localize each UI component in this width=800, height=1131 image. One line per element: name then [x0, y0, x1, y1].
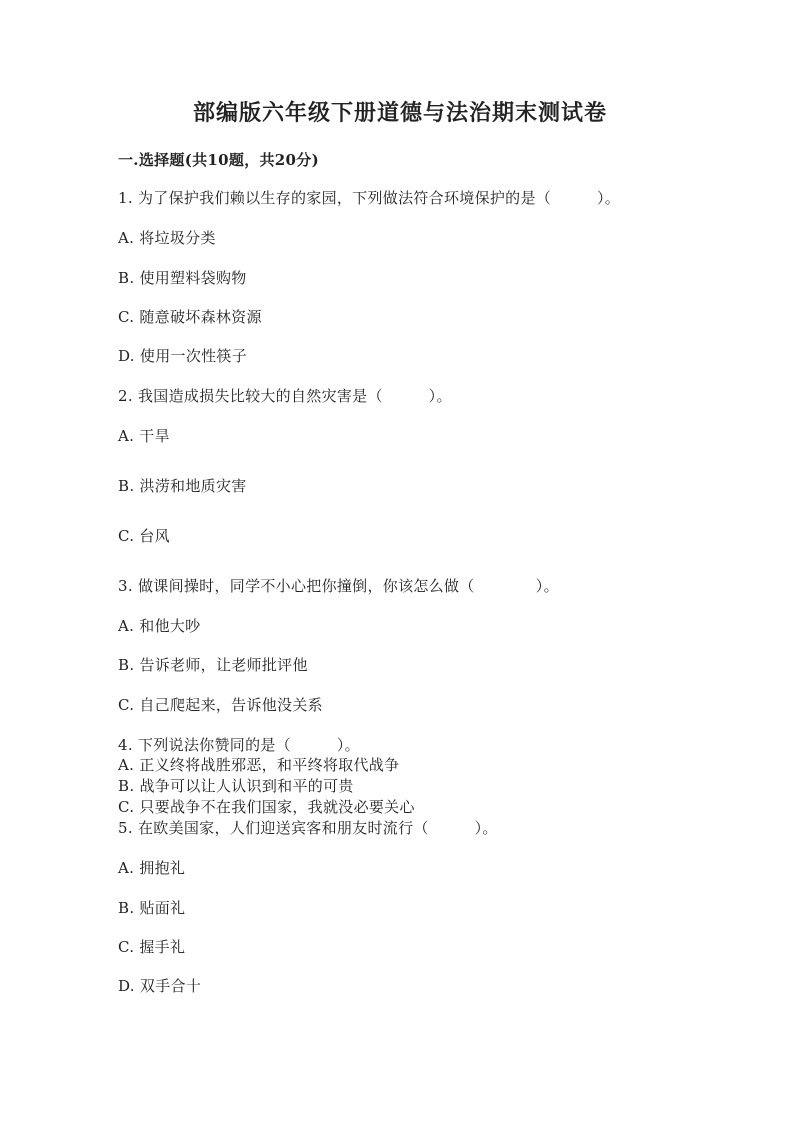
question-1-stem: 1. 为了保护我们赖以生存的家园，下列做法符合环境保护的是（ ）。 [118, 189, 621, 207]
question-5-option-c: C. 握手礼 [118, 938, 186, 956]
question-5-option-d: D. 双手合十 [118, 977, 202, 995]
question-3-option-a: A. 和他大吵 [118, 617, 201, 635]
question-4-option-b: B. 战争可以让人认识到和平的可贵 [118, 777, 354, 795]
question-1-option-a: A. 将垃圾分类 [118, 229, 216, 247]
question-3-stem: 3. 做课间操时，同学不小心把你撞倒，你该怎么做（ ）。 [118, 577, 559, 595]
question-2-option-b: B. 洪涝和地质灾害 [118, 477, 247, 495]
question-4-option-a: A. 正义终将战胜邪恶，和平终将取代战争 [118, 756, 400, 774]
question-5-stem: 5. 在欧美国家，人们迎送宾客和朋友时流行（ ）。 [118, 819, 498, 837]
question-4-stem: 4. 下列说法你赞同的是（ ）。 [118, 736, 360, 754]
question-3-option-b: B. 告诉老师，让老师批评他 [118, 656, 308, 674]
question-1-option-d: D. 使用一次性筷子 [118, 347, 248, 365]
question-5-option-b: B. 贴面礼 [118, 899, 186, 917]
question-3-option-c: C. 自己爬起来，告诉他没关系 [118, 696, 323, 714]
section-heading: 一.选择题(共10题，共20分) [118, 151, 319, 169]
page-title: 部编版六年级下册道德与法治期末测试卷 [192, 100, 607, 126]
question-2-option-c: C. 台风 [118, 527, 170, 545]
question-2-option-a: A. 干旱 [118, 427, 170, 445]
question-5-option-a: A. 拥抱礼 [118, 859, 186, 877]
question-1-option-c: C. 随意破坏森林资源 [118, 308, 262, 326]
question-4-option-c: C. 只要战争不在我们国家，我就没必要关心 [118, 798, 415, 816]
question-2-stem: 2. 我国造成损失比较大的自然灾害是（ ）。 [118, 387, 452, 405]
question-1-option-b: B. 使用塑料袋购物 [118, 269, 247, 287]
